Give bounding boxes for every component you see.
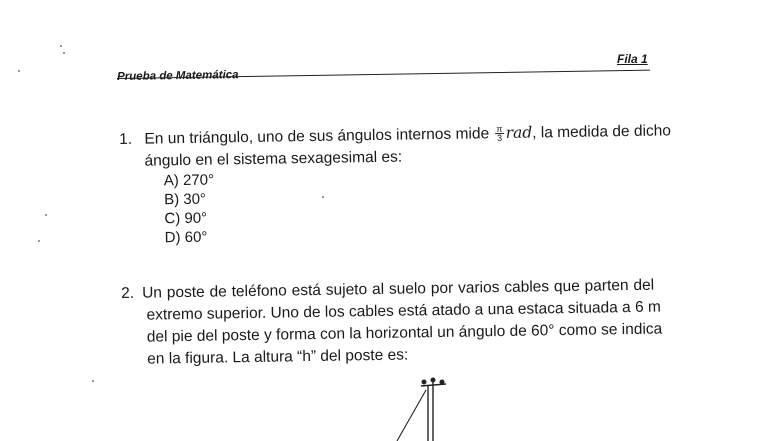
scan-speck [38,240,40,242]
option-label: C) [164,210,181,228]
question-2-line-4: en la figura. La altura “h” del poste es: [147,346,409,368]
question-text: En un triángulo, uno de sus ángulos internos mide [144,125,490,148]
pole-figure [380,368,470,441]
option-text: 90° [184,209,208,227]
question-2-line-2: extremo superior. Uno de los cables está atado a una estaca situada a 6 m [146,298,661,324]
scan-speck [18,70,20,72]
question-number: 2. [121,284,135,302]
scan-speck [60,45,62,47]
fraction-pi-over-3 [495,125,503,142]
fraction-denominator: 3 [497,133,503,144]
exam-subject: Prueba de Matemática [117,69,239,83]
fraction-numerator: π [496,124,503,135]
question-number: 1. [119,130,133,148]
question-1-line-2: ángulo en el sistema sexagesimal es: [144,148,403,170]
option-text: 30° [183,190,207,208]
question-1 [119,119,681,248]
option-label: A) [163,172,179,190]
option-text: 60° [184,228,208,246]
option-text: 270° [182,171,215,190]
question-text: Un poste de teléfono está sujeto al suelo por varios cables que parten del [142,276,655,302]
scan-speck [92,380,94,382]
unit-rad: rad [505,123,533,142]
answer-options [164,163,681,247]
row-label: Fila 1 [617,52,648,66]
option-label: D) [164,229,181,247]
option-label: B) [163,191,180,209]
scan-speck [45,214,47,216]
scan-speck [63,52,65,54]
telephone-pole-drawing [397,378,446,441]
question-2-line-3: del pie del poste y forma con la horizontal un ángulo de 60° como se indica [146,320,663,346]
question-text: , la medida de dicho [532,122,672,142]
question-2 [121,274,682,371]
